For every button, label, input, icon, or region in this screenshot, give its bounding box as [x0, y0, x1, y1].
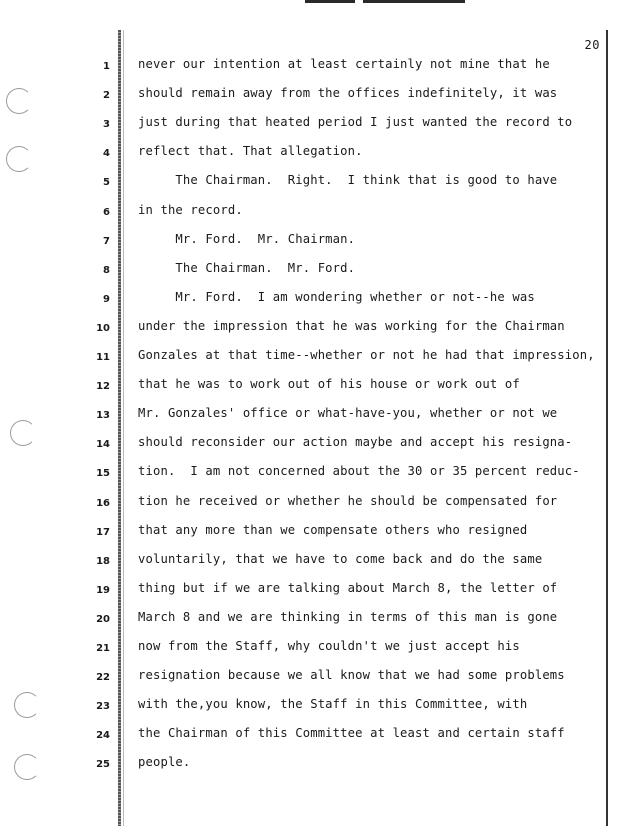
page-number: 20	[584, 38, 600, 52]
transcript-line: Mr. Gonzales' office or what-have-you, whether or not we	[138, 406, 558, 420]
transcript-line: voluntarily, that we have to come back and do the same	[138, 552, 543, 566]
line-number: 6	[103, 207, 110, 218]
transcript-line: under the impression that he was working for the Chairman	[138, 319, 565, 333]
line-number: 21	[96, 643, 110, 654]
line-number: 2	[103, 90, 110, 101]
left-margin-rule	[118, 30, 121, 826]
transcript-line: never our intention at least certainly not mine that he	[138, 57, 550, 71]
transcript-line: the Chairman of this Committee at least and certain staff	[138, 726, 565, 740]
line-number: 15	[96, 468, 110, 479]
transcript-line: Mr. Ford. Mr. Chairman.	[138, 232, 356, 246]
line-number: 7	[103, 236, 110, 247]
transcript-line: should reconsider our action maybe and accept his resigna-	[138, 435, 573, 449]
transcript-line: tion he received or whether he should be compensated for	[138, 494, 558, 508]
line-number: 24	[96, 730, 110, 741]
transcript-line: with the,you know, the Staff in this Committee, with	[138, 697, 528, 711]
transcript-line: Mr. Ford. I am wondering whether or not--he was	[138, 290, 535, 304]
transcript-line: The Chairman. Right. I think that is good to have	[138, 173, 558, 187]
line-number: 5	[103, 177, 110, 188]
line-number: 19	[96, 585, 110, 596]
line-number: 22	[96, 672, 110, 683]
transcript-line: should remain away from the offices indefinitely, it was	[138, 86, 558, 100]
line-number: 17	[96, 527, 110, 538]
line-number: 14	[96, 439, 110, 450]
transcript-line: now from the Staff, why couldn't we just accept his	[138, 639, 520, 653]
line-number: 16	[96, 498, 110, 509]
transcript-line: resignation because we all know that we had some problems	[138, 668, 565, 682]
line-number: 18	[96, 556, 110, 567]
transcript-line: March 8 and we are thinking in terms of this man is gone	[138, 610, 558, 624]
line-number: 8	[103, 265, 110, 276]
line-number: 3	[103, 119, 110, 130]
top-edge-mark	[305, 0, 465, 3]
line-number: 4	[103, 148, 110, 159]
transcript-line: that he was to work out of his house or work out of	[138, 377, 520, 391]
transcript-line: just during that heated period I just wanted the record to	[138, 115, 573, 129]
right-margin-rule	[606, 30, 608, 826]
punch-hole-mark	[14, 692, 40, 718]
line-number: 11	[96, 352, 110, 363]
line-number: 1	[103, 61, 110, 72]
transcript-line: The Chairman. Mr. Ford.	[138, 261, 356, 275]
transcript-line: in the record.	[138, 203, 243, 217]
line-number: 9	[103, 294, 110, 305]
transcript-line: thing but if we are talking about March 8, the letter of	[138, 581, 558, 595]
line-number: 12	[96, 381, 110, 392]
line-number: 10	[96, 323, 110, 334]
transcript-line: that any more than we compensate others who resigned	[138, 523, 528, 537]
transcript-line: reflect that. That allegation.	[138, 144, 363, 158]
line-number: 20	[96, 614, 110, 625]
line-number: 13	[96, 410, 110, 421]
transcript-line: Gonzales at that time--whether or not he had that impression,	[138, 348, 595, 362]
transcript-line: people.	[138, 755, 191, 769]
punch-hole-mark	[10, 420, 36, 446]
line-number: 23	[96, 701, 110, 712]
transcript-line: tion. I am not concerned about the 30 or 35 percent reduc-	[138, 464, 580, 478]
punch-hole-mark	[14, 754, 40, 780]
line-number: 25	[96, 759, 110, 770]
punch-hole-mark	[6, 88, 32, 114]
punch-hole-mark	[6, 146, 32, 172]
